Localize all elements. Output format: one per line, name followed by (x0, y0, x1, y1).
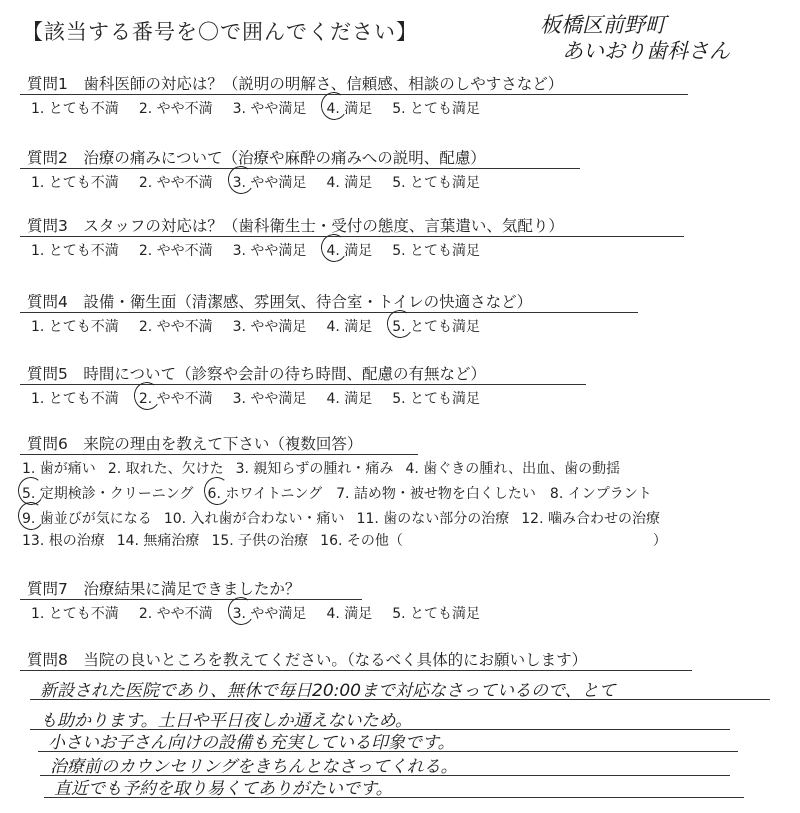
option-item: 3. やや満足 (230, 172, 310, 192)
option-item: 2. やや不満 (138, 175, 213, 191)
option-item: 4. 満足 (323, 240, 375, 260)
clinic-line-2: あいおり歯科さん (562, 39, 730, 63)
option-item: 1. とても不満 (31, 101, 119, 117)
question-label: 質問5 時間について（診察や会計の待ち時間、配慮の有無など） (27, 365, 487, 383)
option-item: 5. とても満足 (392, 606, 481, 622)
question-label: 質問8 当院の良いところを教えてください。（なるべく具体的にお願いします） (27, 651, 588, 669)
question-underline (20, 670, 692, 671)
option-row (28, 316, 497, 336)
question-label: 質問1 歯科医師の対応は？（説明の明解さ、信頼感、相談のしやすさなど） (27, 75, 564, 93)
option-item: 2. やや不満 (138, 243, 213, 259)
reason-item: 12. 噛み合わせの治療 (521, 511, 660, 527)
reason-item: 7. 詰め物・被せ物を白くしたい (336, 486, 536, 502)
option-item: 3. やや満足 (232, 101, 307, 117)
reason-item: 15. 子供の治療 (211, 533, 309, 549)
comment-line: 治療前のカウンセリングをきちんとなさってくれる。 (50, 757, 458, 777)
comment-line: 新設された医院であり、無休で毎日20:00まで対応なさっているので、とて (40, 681, 616, 701)
reason-item: 8. インプラント (549, 486, 652, 502)
option-item: 3. やや満足 (230, 603, 310, 623)
reason-item: 10. 入れ歯が合わない・痛い (163, 511, 345, 527)
option-row (28, 172, 497, 192)
option-item: 2. やや不満 (138, 319, 213, 335)
option-item: 5. とても満足 (389, 316, 483, 336)
question-label: 質問2 治療の痛みについて（治療や麻酔の痛みへの説明、配慮） (27, 149, 486, 167)
comment-line: も助かります。土日や平日夜しか通えないため。 (40, 711, 412, 731)
reason-item: 9. 歯並びが気になる (22, 508, 152, 528)
reason-item: 14. 無痛治療 (116, 533, 200, 549)
option-item: 3. やや満足 (232, 319, 307, 335)
comment-line: 直近でも予約を取り易くてありがたいです。 (54, 779, 393, 799)
question-underline (20, 168, 580, 169)
option-row (28, 388, 497, 408)
option-item: 1. とても不満 (31, 243, 119, 259)
question-underline (20, 599, 362, 600)
reason-row (22, 458, 632, 478)
clinic-handwriting (540, 12, 730, 64)
reason-item: ） (652, 533, 667, 549)
option-row (28, 98, 497, 118)
option-item: 4. 満足 (326, 175, 373, 191)
reason-item: 5. 定期検診・クリーニング (22, 483, 194, 503)
option-item: 5. とても満足 (392, 101, 481, 117)
question-label: 質問4 設備・衛生面（清潔感、雰囲気、待合室・トイレの快適さなど） (27, 293, 533, 311)
question-underline (20, 454, 418, 455)
reason-item: 16. その他（ (320, 533, 403, 549)
option-item: 3. やや満足 (232, 243, 307, 259)
option-item: 5. とても満足 (392, 243, 481, 259)
option-item: 1. とても不満 (31, 391, 119, 407)
question-label: 質問6 来院の理由を教えて下さい（複数回答） (27, 435, 363, 453)
option-item: 1. とても不満 (31, 175, 119, 191)
question-label: 質問7 治療結果に満足できましたか？ (27, 580, 301, 598)
option-item: 5. とても満足 (392, 175, 481, 191)
instruction-title: 【該当する番号を〇で囲んでください】 (22, 20, 418, 44)
option-item: 2. やや不満 (136, 388, 216, 408)
clinic-line-1: 板橋区前野町 (540, 13, 666, 37)
option-row (28, 603, 497, 623)
reason-item: 2. 取れた、欠けた (107, 461, 224, 477)
question-underline (20, 236, 684, 237)
option-item: 1. とても不満 (31, 606, 119, 622)
option-item: 2. やや不満 (138, 101, 213, 117)
comment-rule (44, 797, 744, 798)
reason-row (22, 508, 672, 528)
option-item: 4. 満足 (326, 606, 373, 622)
reason-item: 6. ホワイトニング (208, 483, 323, 503)
option-item: 3. やや満足 (232, 391, 307, 407)
option-row (28, 240, 497, 260)
reason-row (22, 530, 679, 550)
question-underline (20, 94, 688, 95)
reason-item: 11. 歯のない部分の治療 (356, 511, 510, 527)
option-item: 4. 満足 (323, 98, 375, 118)
option-item: 4. 満足 (326, 391, 373, 407)
reason-row (22, 483, 666, 503)
option-item: 5. とても満足 (392, 391, 481, 407)
reason-item: 3. 親知らずの腫れ・痛み (235, 461, 394, 477)
reason-item: 1. 歯が痛い (22, 461, 96, 477)
option-item: 1. とても不満 (31, 319, 119, 335)
option-item: 2. やや不満 (138, 606, 213, 622)
question-underline (20, 312, 638, 313)
reason-item: 13. 根の治療 (22, 533, 105, 549)
question-label: 質問3 スタッフの対応は？（歯科衛生士・受付の態度、言葉遣い、気配り） (27, 217, 564, 235)
comment-line: 小さいお子さん向けの設備も充実している印象です。 (48, 733, 455, 753)
comment-rule (30, 699, 770, 700)
reason-item: 4. 歯ぐきの腫れ、出血、歯の動揺 (405, 461, 621, 477)
question-underline (20, 384, 586, 385)
option-item: 4. 満足 (326, 319, 373, 335)
